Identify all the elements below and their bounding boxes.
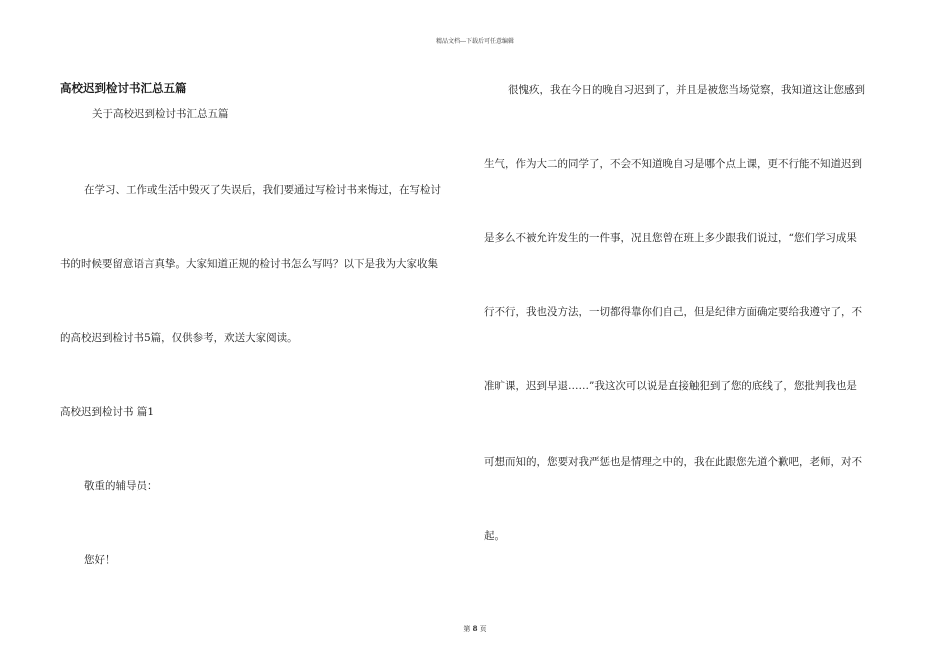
intro-line-1: 在学习、工作或生活中毁灭了失误后，我们要通过写检讨书来悔过，在写检讨 <box>84 184 441 196</box>
body-line: 生气，作为大二的同学了，不会不知道晚自习是哪个点上课，更不行能不知道迟到 <box>484 158 862 170</box>
body-line: 是多么不被允许发生的一件事，况且您曾在班上多少跟我们说过，“您们学习成果 <box>484 232 857 244</box>
page-number-suffix: 页 <box>479 625 487 633</box>
document-subtitle: 关于高校迟到检讨书汇总五篇 <box>92 108 229 120</box>
greeting: 您好！ <box>84 554 116 566</box>
page-number-prefix: 第 <box>463 625 471 633</box>
body-line: 行不行，我也没方法，一切都得靠你们自己，但是纪律方面确定要给我遵守了，不 <box>484 306 862 318</box>
body-line: 准旷课，迟到早退……”我这次可以说是直接触犯到了您的底线了，您批判我也是 <box>484 380 857 392</box>
page-header: 精品文档---下载后可任意编辑 <box>435 38 515 45</box>
body-line: 起。 <box>484 530 505 542</box>
salutation: 敬重的辅导员： <box>84 480 158 492</box>
intro-line-2: 书的时候要留意语言真挚。大家知道正规的检讨书怎么写吗？以下是我为大家收集 <box>60 258 438 270</box>
intro-line-3: 的高校迟到检讨书5篇，仅供参考，欢送大家阅读。 <box>60 332 298 344</box>
body-line: 很愧疚，我在今日的晚自习迟到了，并且是被您当场觉察，我知道这让您感到 <box>508 84 865 96</box>
body-line: 可想而知的，您要对我严惩也是情理之中的，我在此跟您先道个歉吧，老师，对不 <box>484 456 862 468</box>
section-heading: 高校迟到检讨书 篇1 <box>60 406 155 418</box>
page-number: 8 <box>472 624 478 633</box>
document-title: 高校迟到检讨书汇总五篇 <box>60 81 187 95</box>
page-footer <box>0 624 950 634</box>
